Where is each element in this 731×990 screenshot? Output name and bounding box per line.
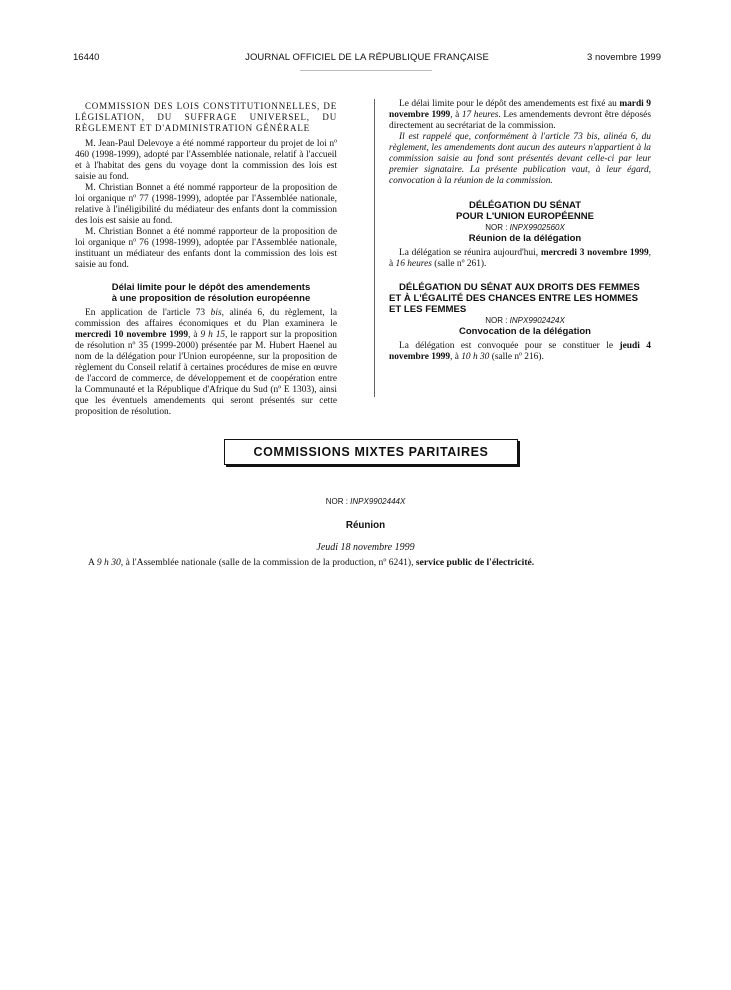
page-header	[73, 52, 661, 66]
paragraph-reunion-delegation: La délégation se réunira aujourd'hui, mercredi 3 novembre 1999, à 16 heures (salle nº 261).	[389, 248, 651, 269]
delegation-ue-title-line2: POUR L'UNION EUROPÉENNE	[456, 211, 594, 222]
delegation-femmes-title: DÉLÉGATION DU SÉNAT AUX DROITS DES FEMMES ET À L'ÉGALITÉ DES CHANCES ENTRE LES HOMMES ET LES FEMMES	[389, 282, 640, 315]
delai-title-line1: Délai limite pour le dépôt des amendements	[111, 282, 311, 293]
commission-heading: COMMISSION DES LOIS CONSTITUTIONNELLES, DE LÉGISLATION, DU SUFFRAGE UNIVERSEL, DU RÈGLEMENT ET D'ADMINISTRATION GÉNÉRALE	[75, 101, 337, 133]
reunion-delegation-title: Réunion de la délégation	[468, 233, 582, 244]
right-column	[389, 99, 651, 363]
cmp-nor-reference: NOR : INPX9902444X	[325, 497, 406, 506]
issue-date: 3 novembre 1999	[587, 52, 661, 63]
paragraph-delai-limite: Le délai limite pour le dépôt des amendements est fixé au mardi 9 novembre 1999, à 17 heures. Les amendements devront être déposés directement au secrétariat de la commission.	[389, 99, 651, 131]
left-column	[75, 101, 337, 418]
paragraph-delevoye: M. Jean-Paul Delevoye a été nommé rapporteur du projet de loi nº 460 (1998-1999), adopté par l'Assemblée nationale, relatif à l'accueil et à l'habitat des gens du voyage dont la commission des lois est saisie au fond.	[75, 139, 337, 182]
page-number: 16440	[73, 52, 100, 63]
convocation-title: Convocation de la délégation	[459, 326, 591, 337]
header-rule	[300, 70, 432, 71]
paragraph-rappel: Il est rappelé que, conformément à l'article 73 bis, alinéa 6, du règlement, les amendements dont aucun des auteurs n'appartient à la commission saisie au fond sont présentés devant celle-ci par leur premier signataire. La présente publication vaut, à leur égard, convocation à la réunion de la commission.	[389, 132, 651, 186]
delegation-ue-title-line1: DÉLÉGATION DU SÉNAT	[468, 200, 582, 211]
delai-title-line2: à une proposition de résolution européenne	[111, 293, 311, 304]
column-divider	[374, 99, 375, 397]
cmp-meeting-date: Jeudi 18 novembre 1999	[316, 542, 415, 553]
paragraph-bonnet-77: M. Christian Bonnet a été nommé rapporteur de la proposition de loi organique nº 77 (1998-1999), adoptée par l'Assemblée nationale, relative à l'inéligibilité du médiateur des enfants dont la commission des lois est saisie au fond.	[75, 183, 337, 226]
paragraph-convocation: La délégation est convoquée pour se constituer le jeudi 4 novembre 1999, à 10 h 30 (salle nº 216).	[389, 341, 651, 362]
cmp-section-title: COMMISSIONS MIXTES PARITAIRES	[224, 439, 518, 465]
cmp-meeting-line: A 9 h 30, à l'Assemblée nationale (salle de la commission de la production, nº 6241), service public de l'électricité.	[88, 557, 535, 568]
paragraph-delai: En application de l'article 73 bis, alinéa 6, du règlement, la commission des affaires économiques et du Plan examinera le mercredi 10 novembre 1999, à 9 h 15, le rapport sur la proposition de résolution nº 35 (1999-2000) présentée par M. Hubert Haenel au nom de la délégation pour l'Union européenne, sur la proposition de règlement du Conseil relatif à certaines procédures de mise en œuvre de l'accord de commerce, de développement et de coopération entre la Communauté et la République d'Afrique du Sud (nº E 1303), ainsi que les éventuels amendements qui seront présentés sur cette proposition de résolution.	[75, 308, 337, 417]
cmp-reunion-title: Réunion	[345, 520, 386, 531]
journal-title: JOURNAL OFFICIEL DE LA RÉPUBLIQUE FRANÇAISE	[245, 52, 489, 63]
paragraph-bonnet-76: M. Christian Bonnet a été nommé rapporteur de la proposition de loi organique nº 76 (1998-1999), adoptée par l'Assemblée nationale, instituant un médiateur des enfants dont la commission des lois est saisie au fond.	[75, 227, 337, 270]
nor-reference: NOR : INPX9902424X	[485, 316, 565, 325]
nor-reference: NOR : INPX9902560X	[485, 223, 565, 232]
